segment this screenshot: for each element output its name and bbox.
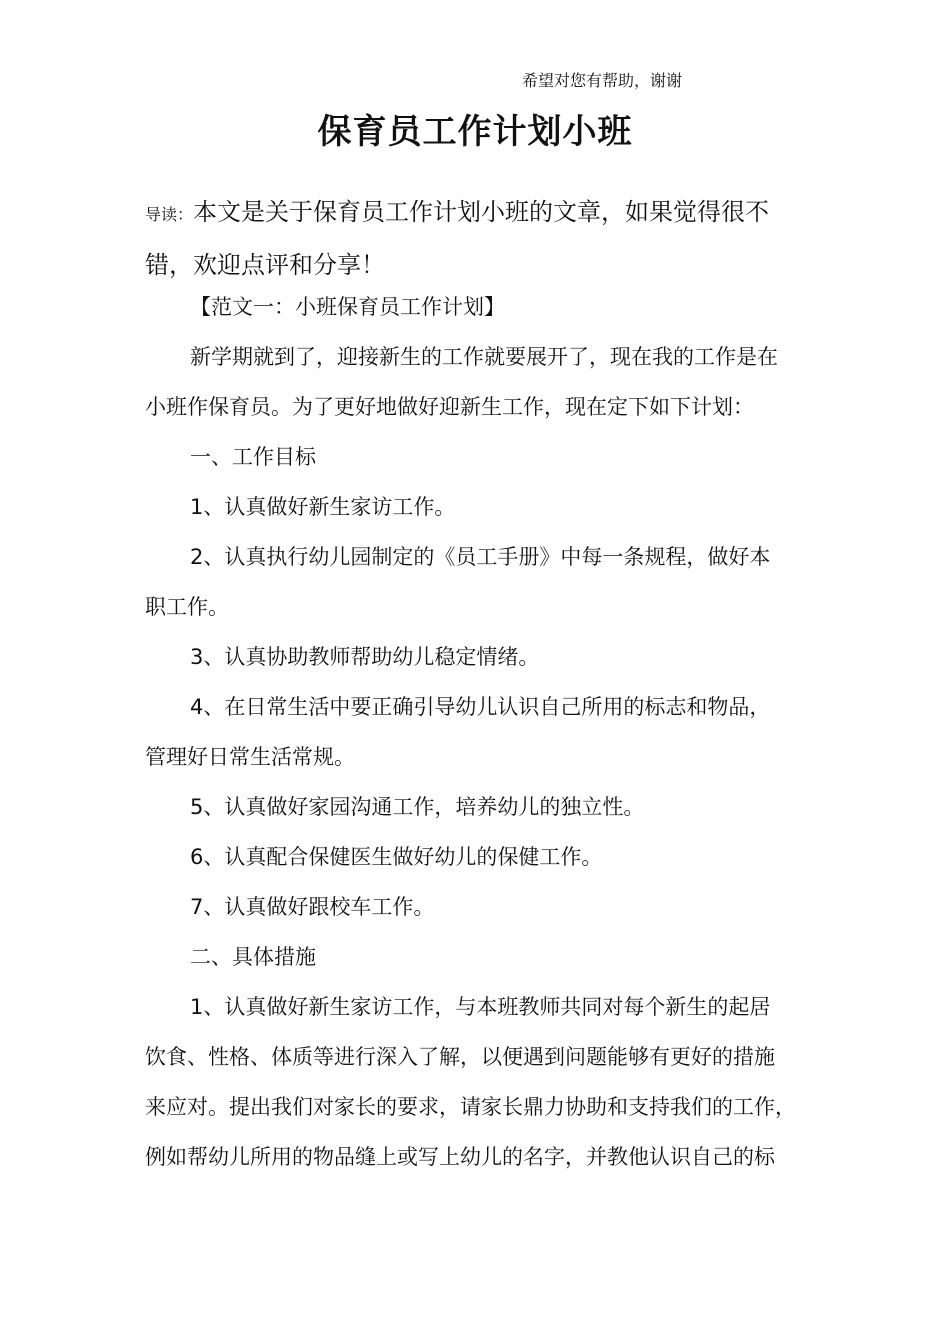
paragraph-line: 新学期就到了，迎接新生的工作就要展开了，现在我的工作是在 — [190, 345, 778, 369]
list-item-continuation: 管理好日常生活常规。 — [145, 745, 355, 769]
list-item: 5、认真做好家园沟通工作，培养幼儿的独立性。 — [190, 795, 645, 819]
intro-lead-label: 导读： — [145, 205, 194, 224]
list-item: 1、认真做好新生家访工作，与本班教师共同对每个新生的起居 — [190, 995, 771, 1019]
section-heading: 一、工作目标 — [190, 445, 316, 469]
list-item: 4、在日常生活中要正确引导幼儿认识自己所用的标志和物品， — [190, 695, 771, 719]
intro-text-line: 错，欢迎点评和分享！ — [145, 251, 385, 279]
intro-paragraph — [145, 187, 813, 290]
list-item-continuation: 饮食、性格、体质等进行深入了解，以便遇到问题能够有更好的措施 — [145, 1045, 775, 1069]
section-heading: 二、具体措施 — [190, 945, 316, 969]
list-item-continuation: 职工作。 — [145, 595, 229, 619]
document-body — [145, 282, 815, 1182]
list-item: 7、认真做好跟校车工作。 — [190, 895, 435, 919]
list-item: 3、认真协助教师帮助幼儿稳定情绪。 — [190, 645, 540, 669]
section-heading: 【范文一：小班保育员工作计划】 — [190, 295, 505, 319]
document-title: 保育员工作计划小班 — [317, 112, 633, 152]
paragraph-line: 小班作保育员。为了更好地做好迎新生工作，现在定下如下计划： — [145, 395, 754, 419]
list-item-continuation: 例如帮幼儿所用的物品缝上或写上幼儿的名字，并教他认识自己的标 — [145, 1145, 775, 1169]
intro-text-line: 本文是关于保育员工作计划小班的文章，如果觉得很不 — [193, 198, 770, 226]
header-note: 希望对您有帮助，谢谢 — [522, 71, 683, 90]
list-item: 2、认真执行幼儿园制定的《员工手册》中每一条规程，做好本 — [190, 545, 771, 569]
list-item: 1、认真做好新生家访工作。 — [190, 495, 456, 519]
list-item-continuation: 来应对。提出我们对家长的要求，请家长鼎力协助和支持我们的工作， — [145, 1095, 796, 1119]
list-item: 6、认真配合保健医生做好幼儿的保健工作。 — [190, 845, 603, 869]
